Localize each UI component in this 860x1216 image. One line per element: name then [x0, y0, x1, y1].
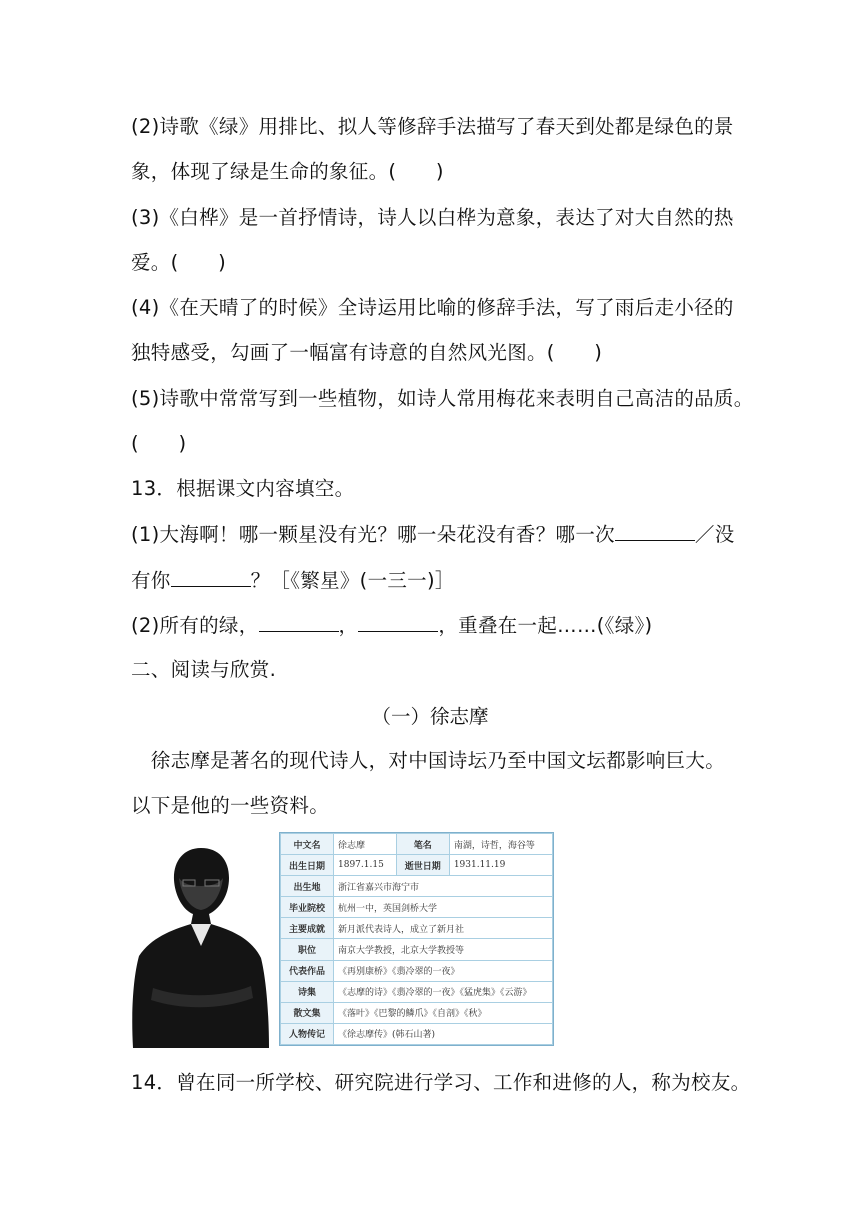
line-q2-a: (2)诗歌《绿》用排比、拟人等修辞手法描写了春天到处都是绿色的景	[131, 115, 734, 138]
school-label: 毕业院校	[281, 897, 334, 918]
biography-label: 人物传记	[281, 1023, 334, 1044]
line-q3-b: 爱。( )	[131, 251, 227, 274]
line-q13-1b	[131, 566, 455, 595]
answer-blank[interactable]	[615, 520, 695, 541]
portrait-photo	[131, 838, 271, 1048]
q13-2-tail: ，重叠在一起……(《绿》)	[438, 614, 653, 637]
place-label: 出生地	[281, 876, 334, 897]
section-heading: 二、阅读与欣赏.	[131, 658, 277, 681]
birth-value: 1897.1.15	[334, 855, 397, 876]
line-q5-a: (5)诗歌中常常写到一些植物，如诗人常用梅花来表明自己高洁的品质。	[131, 387, 754, 410]
answer-blank[interactable]	[259, 611, 339, 632]
pen-value: 南湖，诗哲，海谷等	[449, 834, 552, 855]
q13-1b-tail: ？［《繁星》(一三一)］	[250, 569, 455, 592]
answer-blank[interactable]	[171, 566, 251, 587]
name-value: 徐志摩	[334, 834, 397, 855]
essays-label: 散文集	[281, 1002, 334, 1023]
death-value: 1931.11.19	[449, 855, 552, 876]
question-13-heading: 13．根据课文内容填空。	[131, 477, 355, 500]
q13-1a-text: (1)大海啊！哪一颗星没有光？哪一朵花没有香？哪一次	[131, 523, 615, 546]
intro-line-b: 以下是他的一些资料。	[131, 794, 330, 817]
death-label: 逝世日期	[396, 855, 449, 876]
job-label: 职位	[281, 939, 334, 960]
q13-2-sep: ，	[338, 614, 359, 637]
line-q13-2	[131, 611, 652, 640]
answer-blank[interactable]	[358, 611, 438, 632]
name-label: 中文名	[281, 834, 334, 855]
place-value: 浙江省嘉兴市海宁市	[334, 876, 553, 897]
line-q4-a: (4)《在天晴了的时候》全诗运用比喻的修辞手法，写了雨后走小径的	[131, 296, 734, 319]
works-label: 代表作品	[281, 960, 334, 981]
poems-value: 《志摩的诗》《翡冷翠的一夜》《猛虎集》《云游》	[334, 981, 553, 1002]
q13-1a-tail: ／没	[694, 523, 735, 546]
birth-label: 出生日期	[281, 855, 334, 876]
achievement-label: 主要成就	[281, 918, 334, 939]
line-q2-b: 象，体现了绿是生命的象征。( )	[131, 160, 444, 183]
job-value: 南京大学教授，北京大学教授等	[334, 939, 553, 960]
intro-line-a: 徐志摩是著名的现代诗人，对中国诗坛乃至中国文坛都影响巨大。	[131, 749, 726, 772]
profile-table	[279, 832, 554, 1046]
line-q13-1a	[131, 520, 735, 549]
line-q5-b: ( )	[131, 432, 187, 455]
poems-label: 诗集	[281, 981, 334, 1002]
line-q4-b: 独特感受，勾画了一幅富有诗意的自然风光图。( )	[131, 341, 603, 364]
essays-value: 《落叶》《巴黎的鳞爪》《自剖》《秋》	[334, 1002, 553, 1023]
question-14: 14．曾在同一所学校、研究院进行学习、工作和进修的人，称为校友。	[131, 1071, 751, 1094]
school-value: 杭州一中，英国剑桥大学	[334, 897, 553, 918]
q13-1b-text: 有你	[131, 569, 171, 592]
works-value: 《再别康桥》《翡冷翠的一夜》	[334, 960, 553, 981]
biography-value: 《徐志摩传》(韩石山著)	[334, 1023, 553, 1044]
achievement-value: 新月派代表诗人，成立了新月社	[334, 918, 553, 939]
line-q3-a: (3)《白桦》是一首抒情诗，诗人以白桦为意象，表达了对大自然的热	[131, 206, 734, 229]
q13-2-text: (2)所有的绿，	[131, 614, 259, 637]
part-title: （一）徐志摩	[371, 705, 489, 728]
pen-label: 笔名	[396, 834, 449, 855]
